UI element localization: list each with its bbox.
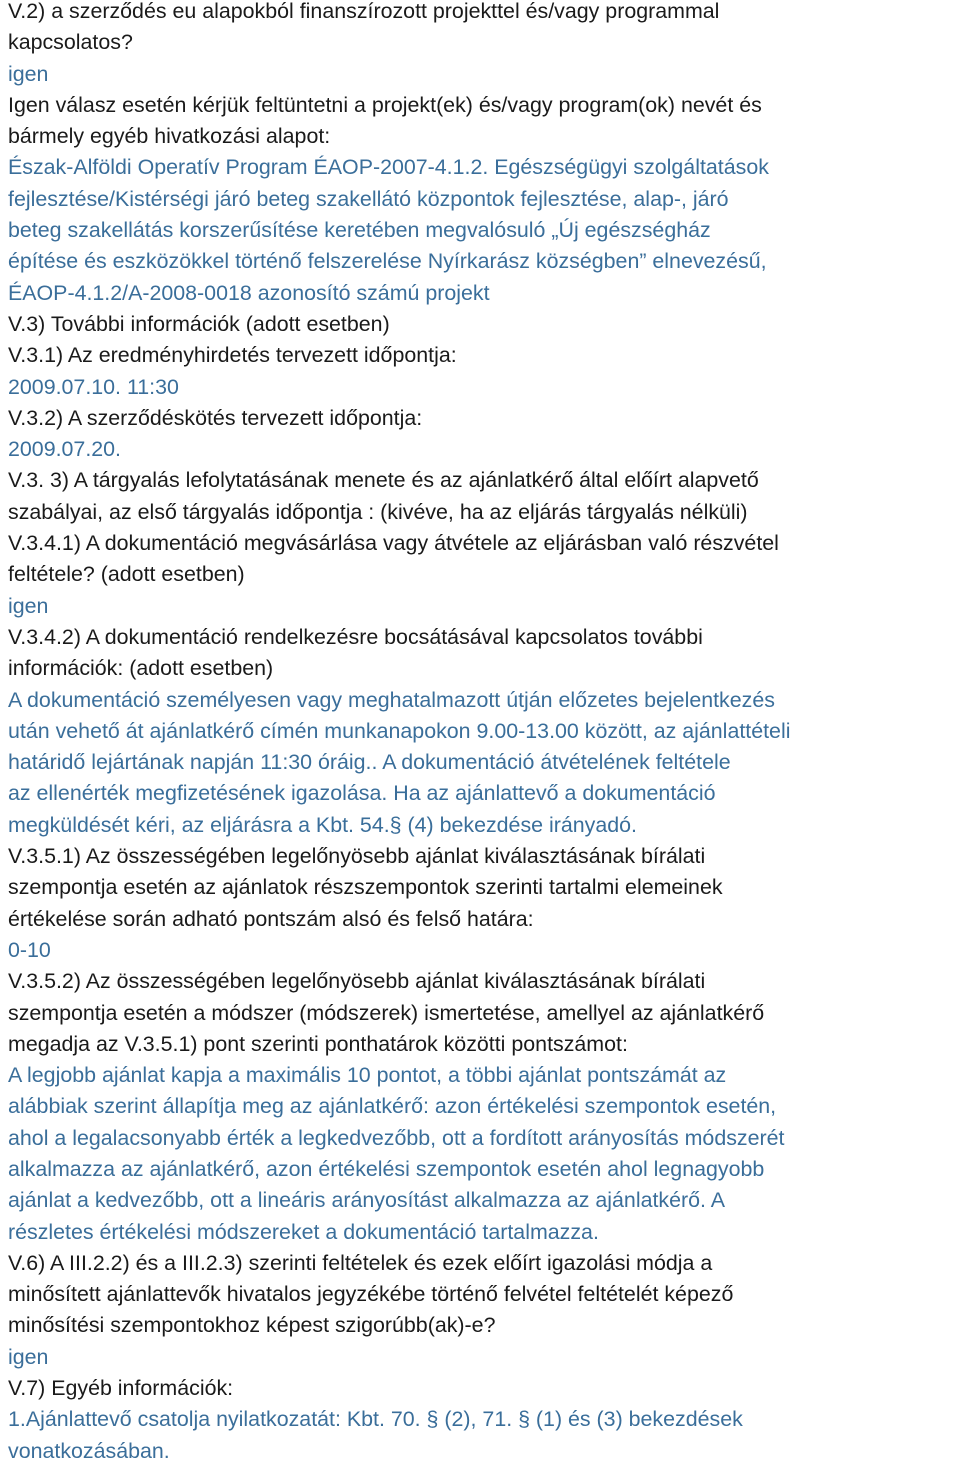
answer-text-line: A legjobb ajánlat kapja a maximális 10 pontot, a többi ajánlat pontszámát az [8, 1063, 727, 1088]
answer-text-line: részletes értékelési módszereket a dokumentáció tartalmazza. [8, 1219, 599, 1244]
question-text-line: Igen válasz esetén kérjük feltüntetni a projekt(ek) és/vagy program(ok) nevét és [8, 92, 762, 117]
answer-text-line: alábbiak szerint állapítja meg az ajánlatkérő: azon értékelési szempontok esetén, [8, 1094, 777, 1119]
answer-text-line: 1.Ajánlattevő csatolja nyilatkozatát: Kbt. 70. § (2), 71. § (1) és (3) bekezdések [8, 1407, 743, 1432]
question-text-line: V.7) Egyéb információk: [8, 1376, 234, 1401]
question-text-line: V.3) További információk (adott esetben) [8, 311, 390, 336]
question-text-line: V.3.2) A szerződéskötés tervezett időpontja: [8, 405, 423, 430]
answer-text-line: igen [8, 61, 49, 86]
answer-text-line: alkalmazza az ajánlatkérő, azon értékelési szempontok esetén ahol legnagyobb [8, 1156, 765, 1181]
question-text-line: V.3.5.2) Az összességében legelőnyösebb ajánlat kiválasztásának bírálati [8, 969, 706, 994]
question-text-line: V.3.4.2) A dokumentáció rendelkezésre bocsátásával kapcsolatos további [8, 624, 703, 649]
answer-text-line: után vehető át ajánlatkérő címén munkanapokon 9.00-13.00 között, az ajánlattételi [8, 718, 791, 743]
answer-text-line: beteg szakellátás korszerűsítése keretében megvalósuló „Új egészségház [8, 218, 711, 243]
answer-text-line: az ellenérték megfizetésének igazolása. Ha az ajánlattevő a dokumentáció [8, 781, 716, 806]
answer-text-line: vonatkozásában. [8, 1438, 170, 1463]
question-text-line: kapcsolatos? [8, 30, 133, 55]
question-text-line: minősített ajánlattevők hivatalos jegyzékébe történő felvétel feltételét képező [8, 1282, 734, 1307]
question-text-line: V.3.4.1) A dokumentáció megvásárlása vagy átvétele az eljárásban való részvétel [8, 531, 779, 556]
answer-text-line: fejlesztése/Kistérségi járó beteg szakellátó központok fejlesztése, alap-, járó [8, 186, 729, 211]
question-text-line: megadja az V.3.5.1) pont szerinti ponthatárok közötti pontszámot: [8, 1031, 628, 1056]
answer-text-line: igen [8, 1344, 49, 1369]
question-text-line: V.6) A III.2.2) és a III.2.3) szerinti feltételek és ezek előírt igazolási módja a [8, 1250, 713, 1275]
answer-text-line: ÉAOP-4.1.2/A-2008-0018 azonosító számú projekt [8, 280, 490, 305]
answer-text-line: ajánlat a kedvezőbb, ott a lineáris arányosítást alkalmazza az ajánlatkérő. A [8, 1188, 725, 1213]
question-text-line: szempontja esetén a módszer (módszerek) ismertetése, amellyel az ajánlatkérő [8, 1000, 765, 1025]
question-text-line: V.3. 3) A tárgyalás lefolytatásának menete és az ajánlatkérő által előírt alapvető [8, 468, 759, 493]
answer-text-line: megküldését kéri, az eljárásra a Kbt. 54.§ (4) bekezdése irányadó. [8, 812, 637, 837]
answer-text-line: Észak-Alföldi Operatív Program ÉAOP-2007-4.1.2. Egészségügyi szolgáltatások [8, 155, 769, 180]
question-text-line: V.3.1) Az eredményhirdetés tervezett időpontja: [8, 343, 457, 368]
question-text-line: V.3.5.1) Az összességében legelőnyösebb ajánlat kiválasztásának bírálati [8, 844, 706, 869]
question-text-line: minősítési szempontokhoz képest szigorúbb(ak)-e? [8, 1313, 496, 1338]
question-text-line: feltétele? (adott esetben) [8, 562, 245, 587]
answer-text-line: építése és eszközökkel történő felszerelése Nyírkarász községben” elnevezésű, [8, 249, 767, 274]
answer-text-line: igen [8, 593, 49, 618]
answer-text-line: ahol a legalacsonyabb érték a legkedvezőbb, ott a fordított arányosítás módszerét [8, 1125, 785, 1150]
question-text-line: bármely egyéb hivatkozási alapot: [8, 124, 331, 149]
question-text-line: szabályai, az első tárgyalás időpontja : (kivéve, ha az eljárás tárgyalás nélküli) [8, 499, 748, 524]
answer-text-line: 2009.07.20. [8, 437, 122, 462]
question-text-line: szempontja esetén az ajánlatok részszempontok szerinti tartalmi elemeinek [8, 875, 723, 900]
document-body [8, 0, 960, 1467]
question-text-line: értékelése során adható pontszám alsó és felső határa: [8, 906, 534, 931]
answer-text-line: határidő lejártának napján 11:30 óráig.. A dokumentáció átvételének feltétele [8, 750, 731, 775]
answer-text-line: 0-10 [8, 937, 51, 962]
question-text-line: V.2) a szerződés eu alapokból finanszírozott projekttel és/vagy programmal [8, 0, 720, 23]
answer-text-line: A dokumentáció személyesen vagy meghatalmazott útján előzetes bejelentkezés [8, 687, 775, 712]
answer-text-line: 2009.07.10. 11:30 [8, 374, 179, 399]
question-text-line: információk: (adott esetben) [8, 656, 274, 681]
